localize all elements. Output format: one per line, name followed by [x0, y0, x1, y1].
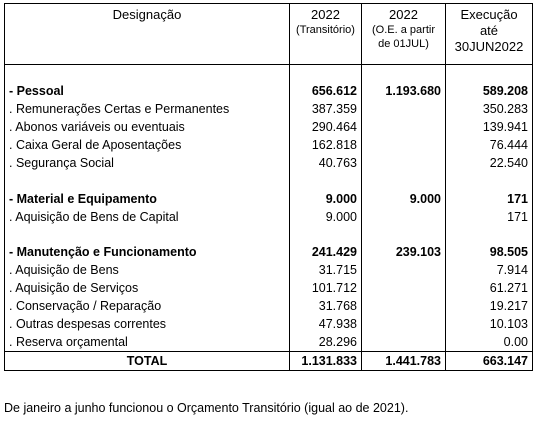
spacer-cell [446, 65, 533, 83]
cell-value-2022-oe: 9.000 [362, 190, 446, 208]
cell-value-2022-transitorio: 656.612 [290, 83, 362, 101]
item-row [5, 315, 533, 333]
cell-value-2022-transitorio: 9.000 [290, 190, 362, 208]
spacer-cell [362, 65, 446, 83]
cell-value-2022-transitorio: 31.768 [290, 298, 362, 316]
cell-value-execucao: 350.283 [446, 101, 533, 119]
cell-value-execucao: 98.505 [446, 244, 533, 262]
header-execucao: Execução até 30JUN2022 [446, 4, 533, 65]
footnote: De janeiro a junho funcionou o Orçamento Transitório (igual ao de 2021). [4, 401, 409, 415]
cell-label: . Conservação / Reparação [5, 298, 290, 316]
group-row [5, 244, 533, 262]
item-row [5, 101, 533, 119]
cell-value-execucao: 10.103 [446, 315, 533, 333]
cell-value-2022-oe [362, 315, 446, 333]
group-row [5, 83, 533, 101]
cell-label: - Material e Equipamento [5, 190, 290, 208]
group-row [5, 190, 533, 208]
item-row [5, 154, 533, 172]
cell-value-2022-oe [362, 262, 446, 280]
spacer-cell [290, 226, 362, 244]
cell-value-2022-oe [362, 101, 446, 119]
cell-value-2022-transitorio: 387.359 [290, 101, 362, 119]
cell-value-2022-transitorio: 101.712 [290, 280, 362, 298]
cell-value-2022-oe [362, 280, 446, 298]
cell-value-2022-transitorio: 162.818 [290, 137, 362, 155]
cell-value-2022-transitorio: 40.763 [290, 154, 362, 172]
cell-label: . Aquisição de Bens de Capital [5, 208, 290, 226]
item-row [5, 262, 533, 280]
cell-value-2022-oe [362, 119, 446, 137]
spacer-row [5, 226, 533, 244]
total-label: TOTAL [5, 352, 290, 371]
budget-table [4, 3, 533, 371]
spacer-cell [5, 65, 290, 83]
spacer-cell [362, 172, 446, 190]
cell-value-2022-oe [362, 298, 446, 316]
item-row [5, 333, 533, 351]
spacer-row [5, 172, 533, 190]
total-row [5, 352, 533, 371]
cell-value-2022-transitorio: 31.715 [290, 262, 362, 280]
cell-label: . Segurança Social [5, 154, 290, 172]
spacer-cell [446, 172, 533, 190]
total-value-execucao: 663.147 [446, 352, 533, 371]
header-designation: Designação [5, 4, 290, 65]
cell-value-execucao: 589.208 [446, 83, 533, 101]
cell-value-execucao: 7.914 [446, 262, 533, 280]
cell-value-execucao: 171 [446, 190, 533, 208]
cell-label: . Caixa Geral de Aposentações [5, 137, 290, 155]
item-row [5, 119, 533, 137]
spacer-cell [362, 226, 446, 244]
cell-value-execucao: 61.271 [446, 280, 533, 298]
cell-value-2022-transitorio: 28.296 [290, 333, 362, 351]
cell-label: - Manutenção e Funcionamento [5, 244, 290, 262]
cell-label: . Reserva orçamental [5, 333, 290, 351]
header-row [5, 4, 533, 65]
cell-label: . Abonos variáveis ou eventuais [5, 119, 290, 137]
spacer-cell [5, 226, 290, 244]
cell-value-2022-oe [362, 208, 446, 226]
cell-value-execucao: 0.00 [446, 333, 533, 351]
header-2022-transitorio: 2022 (Transitório) [290, 4, 362, 65]
cell-value-2022-oe [362, 154, 446, 172]
total-value-2022-transitorio: 1.131.833 [290, 352, 362, 371]
cell-value-execucao: 19.217 [446, 298, 533, 316]
cell-value-execucao: 22.540 [446, 154, 533, 172]
cell-value-execucao: 171 [446, 208, 533, 226]
cell-label: . Aquisição de Serviços [5, 280, 290, 298]
cell-value-2022-transitorio: 290.464 [290, 119, 362, 137]
cell-value-2022-oe [362, 333, 446, 351]
spacer-row [5, 65, 533, 83]
spacer-cell [290, 65, 362, 83]
cell-value-2022-transitorio: 47.938 [290, 315, 362, 333]
cell-value-execucao: 76.444 [446, 137, 533, 155]
cell-value-2022-oe: 1.193.680 [362, 83, 446, 101]
total-value-2022-oe: 1.441.783 [362, 352, 446, 371]
cell-value-2022-oe [362, 137, 446, 155]
item-row [5, 280, 533, 298]
item-row [5, 298, 533, 316]
cell-label: - Pessoal [5, 83, 290, 101]
cell-value-execucao: 139.941 [446, 119, 533, 137]
cell-value-2022-transitorio: 9.000 [290, 208, 362, 226]
cell-label: . Outras despesas correntes [5, 315, 290, 333]
header-2022-oe: 2022 (O.E. a partir de 01JUL) [362, 4, 446, 65]
spacer-cell [5, 172, 290, 190]
item-row [5, 137, 533, 155]
cell-value-2022-transitorio: 241.429 [290, 244, 362, 262]
cell-label: . Aquisição de Bens [5, 262, 290, 280]
cell-label: . Remunerações Certas e Permanentes [5, 101, 290, 119]
spacer-cell [446, 226, 533, 244]
cell-value-2022-oe: 239.103 [362, 244, 446, 262]
spacer-cell [290, 172, 362, 190]
item-row [5, 208, 533, 226]
